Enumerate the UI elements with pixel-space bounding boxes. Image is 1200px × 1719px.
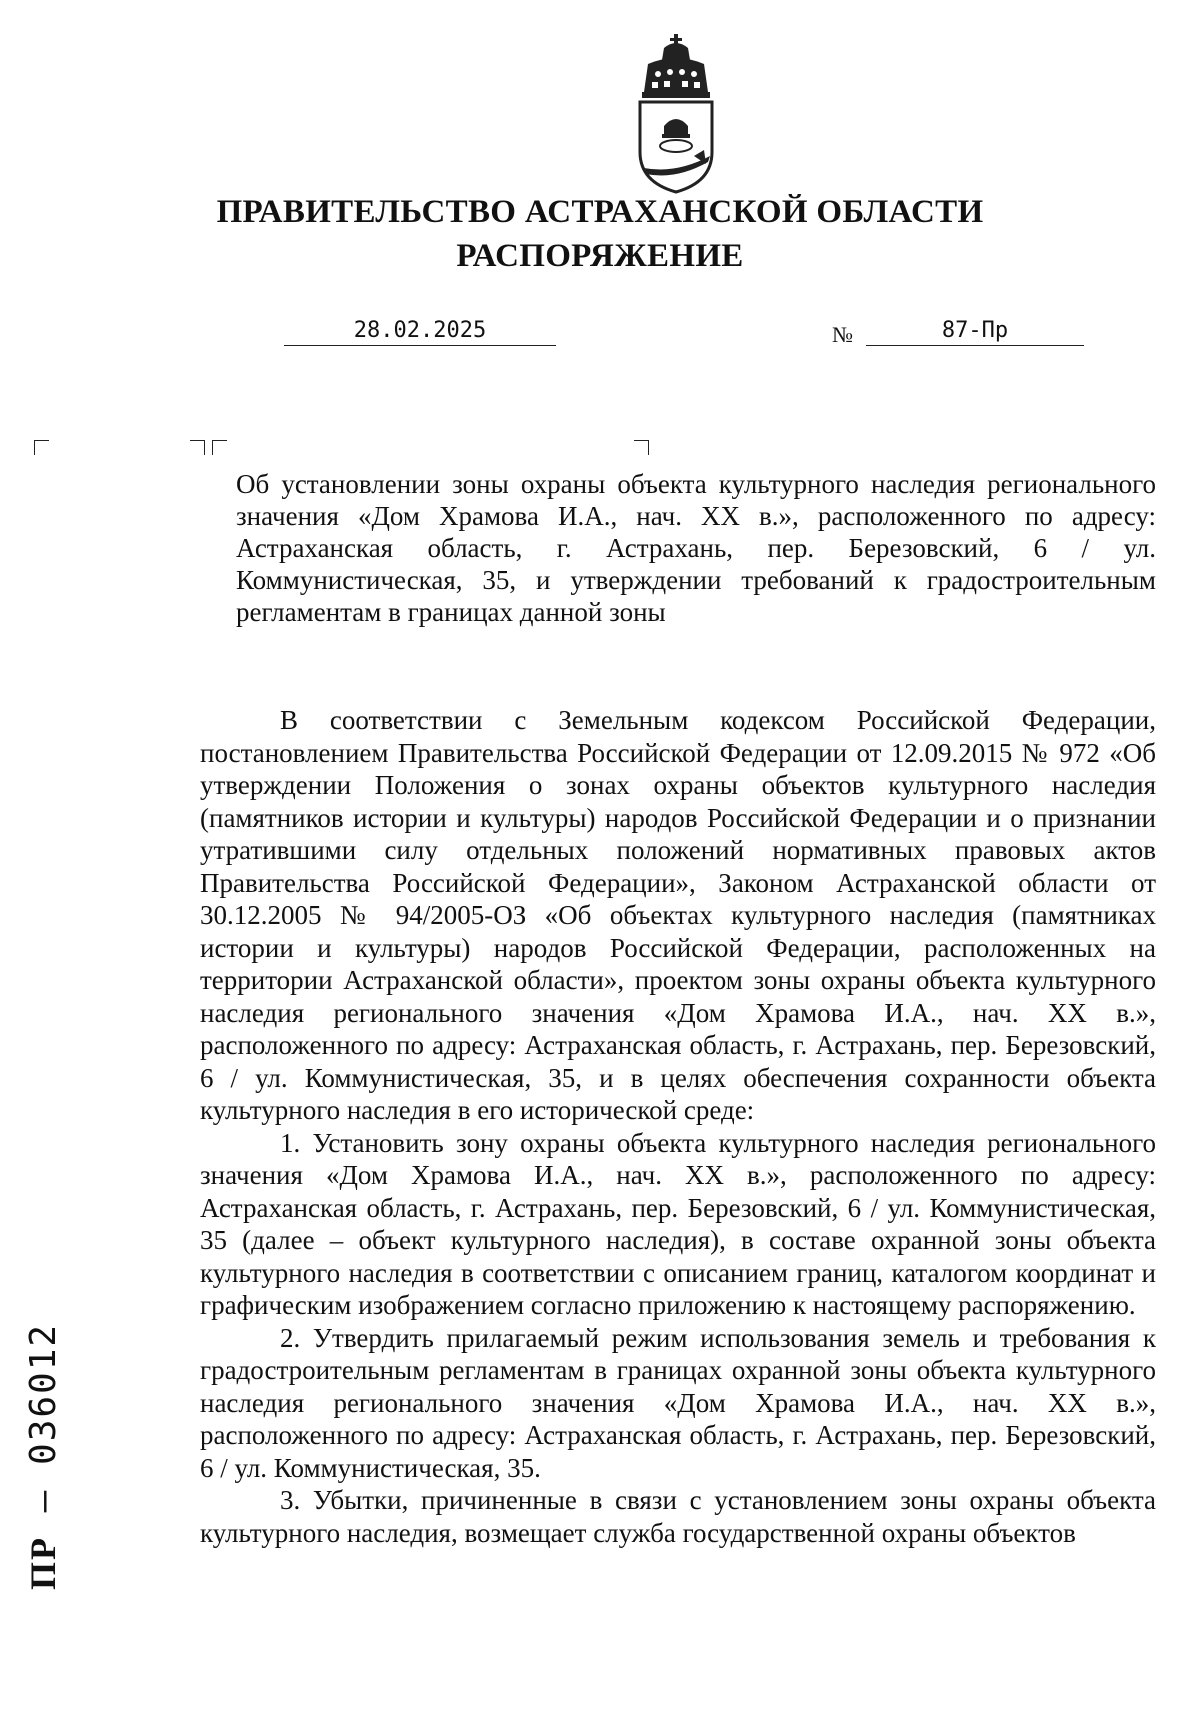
corner-mark-subject-right: [634, 440, 649, 455]
registration-stamp: [22, 1323, 64, 1590]
stamp-prefix: ПР: [23, 1536, 63, 1590]
document-subject: Об установлении зоны охраны объекта культурного наследия регионального значения «Дом Храмова И.А., нач. XX в.», расположенного по адресу: Астраханская область, г. Астрахань, пер. Березовский, 6 / ул. Коммунистическая, 35, и утверждении требований к градостроительным регламентам в границах данной зоны: [236, 469, 1156, 627]
body-paragraph-item-1: 1. Установить зону охраны объекта культурного наследия регионального значения «Дом Храмова И.А., нач. XX в.», расположенного по адресу: Астраханская область, г. Астрахань, пер. Березовский, 6 / ул. Коммунистическая, 35 (далее – объект культурного наследия), в составе охранной зоны объекта культурного наследия в соответствии с описанием границ, каталогом координат и графическим изображением согласно приложению к настоящему распоряжению.: [200, 1127, 1156, 1320]
body-paragraph-item-2: 2. Утвердить прилагаемый режим использования земель и требования к градостроительным регламентам в границах охранной зоны объекта культурного наследия регионального значения «Дом Храмова И.А., нач. XX в.», расположенного по адресу: Астраханская область, г. Астрахань, пер. Березовский, 6 / ул. Коммунистическая, 35.: [200, 1322, 1156, 1483]
corner-mark-subject-left: [212, 440, 227, 455]
document-number: 87-Пр: [866, 318, 1084, 346]
body-paragraph-item-3: 3. Убытки, причиненные в связи с установлением зоны охраны объекта культурного наследия, возмещает служба государственной охраны объектов: [200, 1485, 1156, 1548]
body-paragraph-preamble: В соответствии с Земельным кодексом Российской Федерации, постановлением Правительства Российской Федерации от 12.09.2015 № 972 «Об утверждении Положения о зонах охраны объектов культурного наследия (памятников истории и культуры) народов Российской Федерации и о признании утратившими силу отдельных положений нормативных правовых актов Правительства Российской Федерации», Законом Астраханской области от 30.12.2005 № 94/2005-ОЗ «Об объектах культурного наследия (памятниках истории и культуры) народов Российской Федерации, расположенных на территории Астраханской области», проектом зоны охраны объекта культурного наследия регионального значения «Дом Храмова И.А., нач. XX в.», расположенного по адресу: Астраханская область, г. Астрахань, пер. Березовский, 6 / ул. Коммунистическая, 35, и в целях обеспечения сохранности объекта культурного наследия в его исторической среде:: [200, 705, 1156, 1125]
document-type-title: РАСПОРЯЖЕНИЕ: [456, 238, 744, 274]
stamp-code: – 036012: [23, 1322, 64, 1513]
coat-of-arms-icon: [634, 34, 718, 194]
document-date: 28.02.2025: [284, 318, 556, 346]
corner-mark-top-left: [34, 440, 49, 455]
corner-mark-top-right: [190, 440, 205, 455]
organization-title: ПРАВИТЕЛЬСТВО АСТРАХАНСКОЙ ОБЛАСТИ: [216, 194, 984, 230]
number-sign: №: [832, 322, 853, 347]
document-body: [200, 704, 1156, 1549]
